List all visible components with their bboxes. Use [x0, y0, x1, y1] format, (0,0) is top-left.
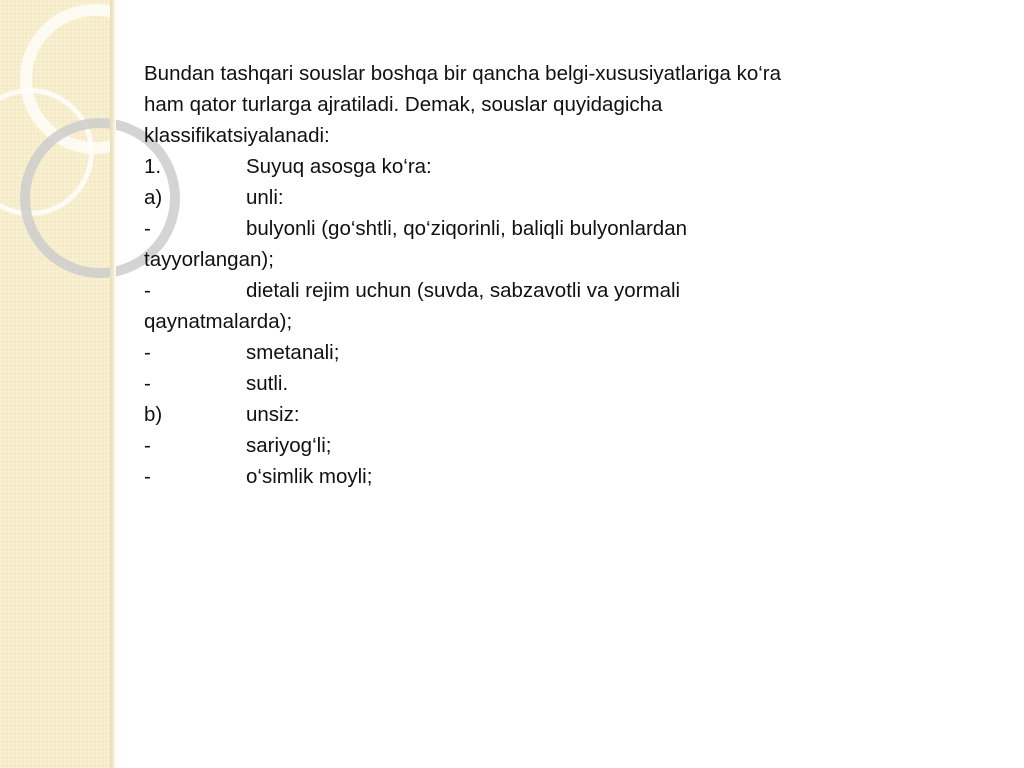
list-marker: - — [144, 465, 151, 488]
list-marker: - — [144, 434, 151, 457]
list-item-continuation: tayyorlangan); — [144, 248, 274, 271]
list-item-text: unsiz: — [246, 403, 300, 426]
paragraph-line: klassifikatsiyalanadi: — [144, 124, 330, 147]
list-item — [144, 399, 974, 430]
paragraph-line: Bundan tashqari souslar boshqa bir qancha belgi-xususiyatlariga ko‘ra — [144, 62, 782, 85]
list-item-text: Suyuq asosga ko‘ra: — [246, 155, 432, 178]
side-band-edge — [110, 0, 116, 768]
list-item — [144, 461, 974, 492]
list-item-text: smetanali; — [246, 341, 340, 364]
list-item — [144, 151, 974, 182]
list-item-text: sariyog‘li; — [246, 434, 332, 457]
list-marker: b) — [144, 403, 163, 426]
list-marker: - — [144, 279, 151, 302]
decorative-side-band — [0, 0, 110, 768]
list-marker: a) — [144, 186, 163, 209]
paragraph-line: ham qator turlarga ajratiladi. Demak, souslar quyidagicha — [144, 93, 663, 116]
list-item — [144, 182, 974, 213]
list-item-continuation: qaynatmalarda); — [144, 310, 293, 333]
list-item — [144, 213, 974, 244]
list-marker: - — [144, 372, 151, 395]
list-marker: - — [144, 341, 151, 364]
list-item — [144, 275, 974, 306]
list-marker: - — [144, 217, 151, 240]
list-item-text: dietali rejim uchun (suvda, sabzavotli va yormali — [246, 279, 681, 302]
slide-body — [144, 58, 974, 492]
list-item-text: o‘simlik moyli; — [246, 465, 373, 488]
list-item — [144, 430, 974, 461]
list-item-text: bulyonli (go‘shtli, qo‘ziqorinli, baliqli bulyonlardan — [246, 217, 688, 240]
list-marker: 1. — [144, 155, 162, 178]
list-item-text: sutli. — [246, 372, 289, 395]
list-item-text: unli: — [246, 186, 284, 209]
list-item — [144, 368, 974, 399]
list-item — [144, 337, 974, 368]
